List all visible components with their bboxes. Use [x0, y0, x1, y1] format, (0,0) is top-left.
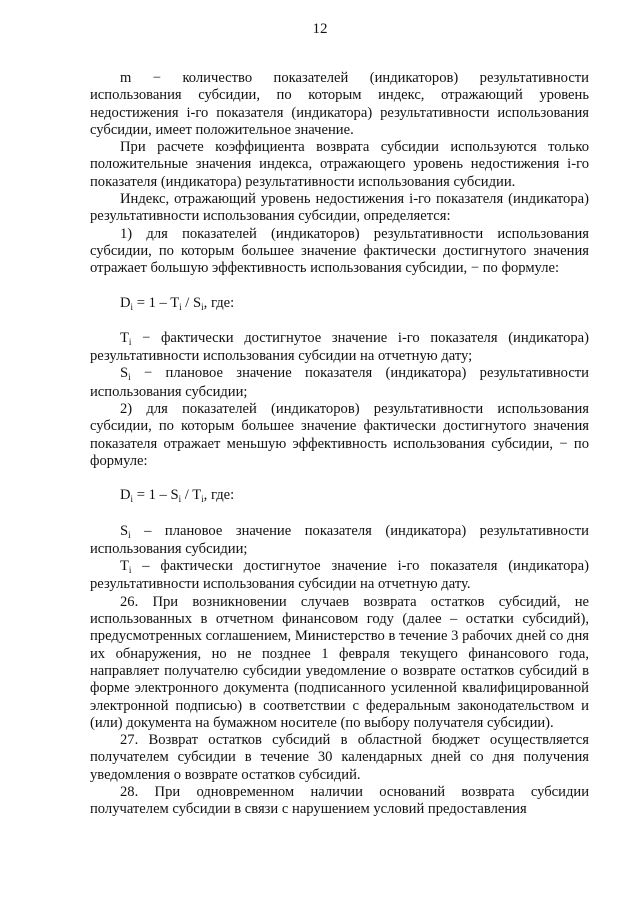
formula-1: $D_i = 1 - T_i / S_i$, где:: [120, 294, 235, 312]
paragraph-m-definition: m − количество показателей (индикаторов) результативности использования субсидии, по которым индекс, отражающий уровень недостижения i-го показателя (индикатора) результативности использования субсидии, имеет положительное значение.: [90, 70, 589, 138]
page-number: 12: [312, 21, 328, 37]
definition-s-planned-1: $S_i$ − плановое значение показателя (индикатора) результативности использования субсидии;: [90, 365, 589, 400]
clause-26: 26. При возникновении случаев возврата остатков субсидий, не использованных в отчетном финансовом году (далее – остатки субсидий), предусмотренных соглашением, Министерство в течение 3 рабочих дней со дня их обнаружения, но не позднее 1 февраля текущего финансового года, направляет получателю субсидии уведомление о возврате остатков субсидий в форме электронного документа (подписанного усиленной квалифицированной электронной подписью) в соответствии с федеральным законодательством и (или) документа на бумажном носителе (по выбору получателя субсидии).: [90, 593, 589, 731]
definition-t-actual-2: $T_i$ – фактически достигнутое значение i-го показателя (индикатора) результативности использования субсидии на отчетную дату.: [90, 558, 589, 593]
paragraph-case-2: 2) для показателей (индикаторов) результативности использования субсидии, по которым большее значение фактически достигнутого значения показателя отражает меньшую эффективность использования субсидии, − по формуле:: [90, 401, 589, 469]
paragraph-index-definition: Индекс, отражающий уровень недостижения i-го показателя (индикатора) результативности использования субсидии, определяется:: [90, 191, 589, 225]
clause-28: 28. При одновременном наличии оснований возврата субсидии получателем субсидии в связи с нарушением условий предоставления: [90, 783, 589, 818]
definition-s-planned-2: $S_i$ – плановое значение показателя (индикатора) результативности использования субсидии;: [90, 522, 589, 557]
clause-27: 27. Возврат остатков субсидий в областной бюджет осуществляется получателем субсидии в течение 30 календарных дней со дня получения уведомления о возврате остатков субсидий.: [90, 732, 589, 783]
formula-2: $D_i = 1 - S_i / T_i$, где:: [120, 487, 235, 505]
paragraph-positive-values: При расчете коэффициента возврата субсидии используются только положительные значения индекса, отражающего уровень недостижения i-го показателя (индикатора) результативности использования субсидии.: [90, 139, 589, 190]
definition-t-actual-1: $T_i$ − фактически достигнутое значение i-го показателя (индикатора) результативности использования субсидии на отчетную дату;: [90, 329, 589, 365]
document-body: [90, 70, 589, 819]
paragraph-case-1: 1) для показателей (индикаторов) результативности использования субсидии, по которым большее значение фактически достигнутого значения отражает большую эффективность использования субсидии, − по формуле:: [90, 225, 589, 277]
